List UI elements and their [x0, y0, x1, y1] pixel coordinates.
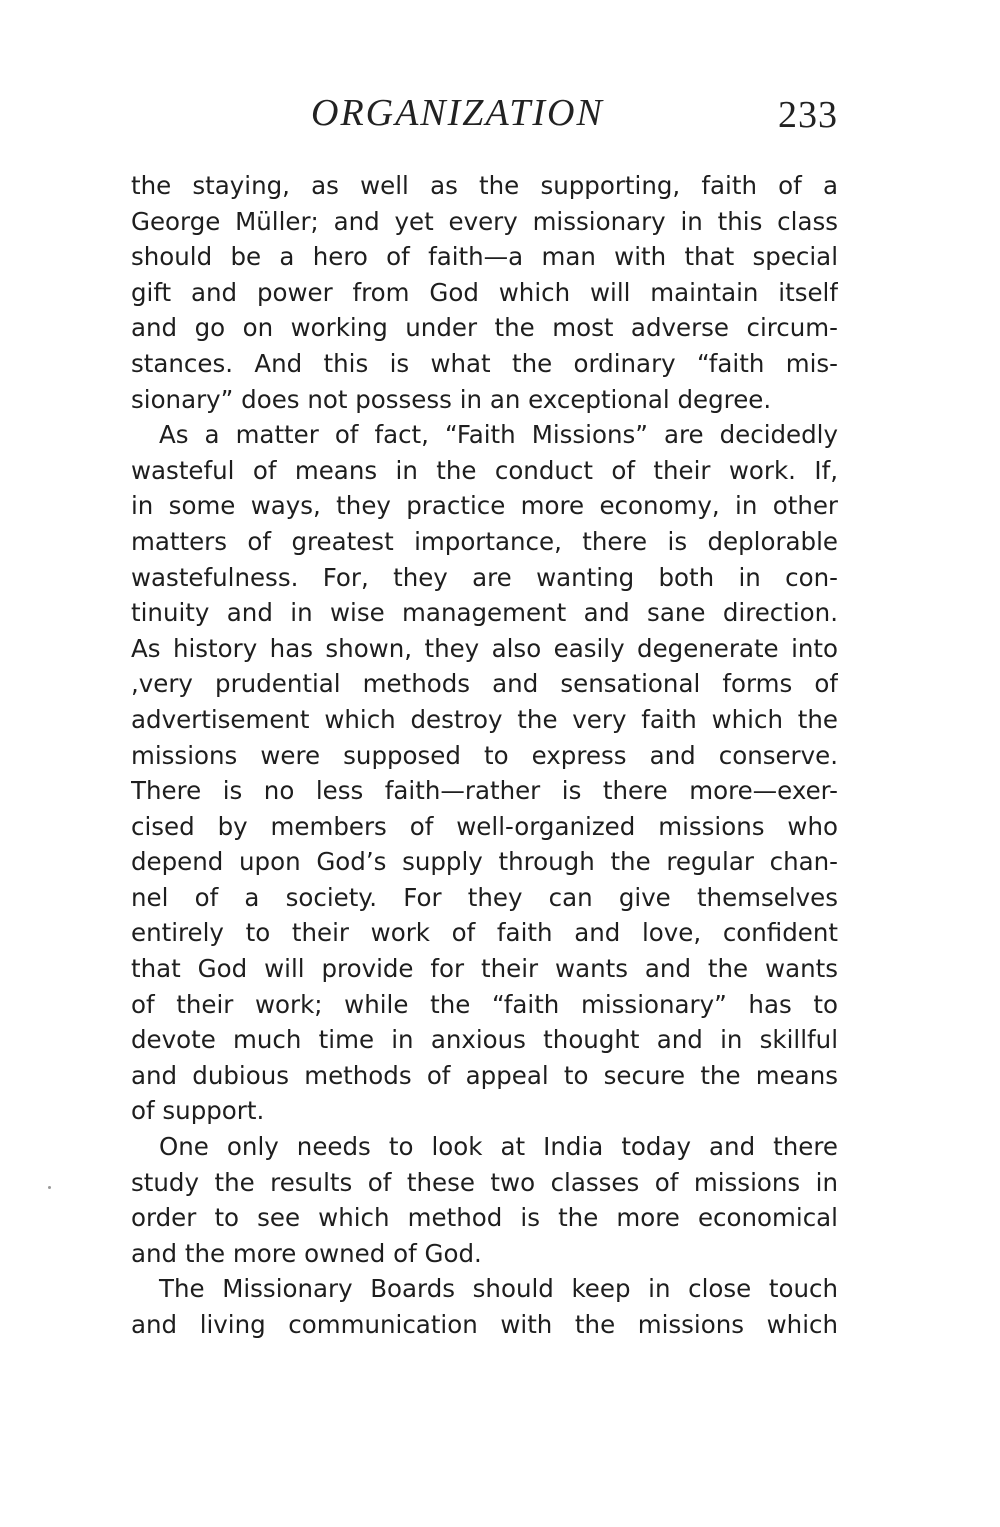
text-line: advertisement which destroy the very faith which the	[131, 704, 838, 734]
text-line: devote much time in anxious thought and in skillful	[131, 1025, 838, 1055]
body-text	[131, 168, 838, 1343]
text-line: missions were supposed to express and conserve.	[131, 740, 838, 770]
text-line: and living communication with the missions which	[131, 1310, 838, 1339]
text-line: tinuity and in wise management and sane direction.	[131, 598, 838, 628]
running-head	[131, 88, 838, 148]
text-line: As history has shown, they also easily degenerate into	[131, 633, 838, 663]
text-line: entirely to their work of faith and love, confident	[131, 918, 838, 948]
page-number: 233	[778, 94, 838, 136]
text-line: sionary” does not possess in an exceptional degree.	[131, 384, 772, 414]
text-line: and go on working under the most adverse circum-	[131, 313, 838, 343]
text-line: and dubious methods of appeal to secure the means	[131, 1060, 838, 1090]
text-line: of their work; while the “faith missionary” has to	[131, 989, 838, 1019]
text-line: depend upon God’s supply through the regular chan-	[131, 847, 838, 877]
text-line: ,very prudential methods and sensational forms of	[131, 669, 838, 699]
text-line: wasteful of means in the conduct of their work. If,	[131, 455, 838, 485]
text-line: should be a hero of faith—a man with that special	[131, 242, 838, 272]
text-line: wastefulness. For, they are wanting both in con-	[131, 562, 838, 592]
paragraph-start-line: As a matter of fact, “Faith Missions” are decidedly	[159, 420, 838, 450]
text-line: cised by members of well-organized missions who	[131, 811, 838, 841]
text-line: George Müller; and yet every missionary in this class	[131, 206, 838, 236]
text-line: nel of a society. For they can give themselves	[131, 882, 838, 912]
text-line: There is no less faith—rather is there more—exer-	[131, 776, 838, 806]
text-line: of support.	[131, 1096, 265, 1126]
paragraph-start-line: One only needs to look at India today and there	[159, 1132, 838, 1162]
text-line: stances. And this is what the ordinary “faith mis-	[131, 348, 838, 378]
paragraph-start-line: The Missionary Boards should keep in close touch	[159, 1274, 838, 1304]
text-line: and the more owned of God.	[131, 1238, 482, 1268]
text-line: study the results of these two classes of missions in	[131, 1167, 838, 1197]
text-line: matters of greatest importance, there is deplorable	[131, 526, 838, 556]
text-line: that God will provide for their wants and the wants	[131, 954, 838, 984]
text-line: gift and power from God which will maintain itself	[131, 277, 838, 307]
text-line: order to see which method is the more economical	[131, 1203, 838, 1233]
text-line: in some ways, they practice more economy, in other	[131, 491, 838, 521]
running-title: ORGANIZATION	[311, 92, 604, 134]
margin-speck	[48, 1186, 51, 1189]
text-line: the staying, as well as the supporting, faith of a	[131, 171, 838, 200]
